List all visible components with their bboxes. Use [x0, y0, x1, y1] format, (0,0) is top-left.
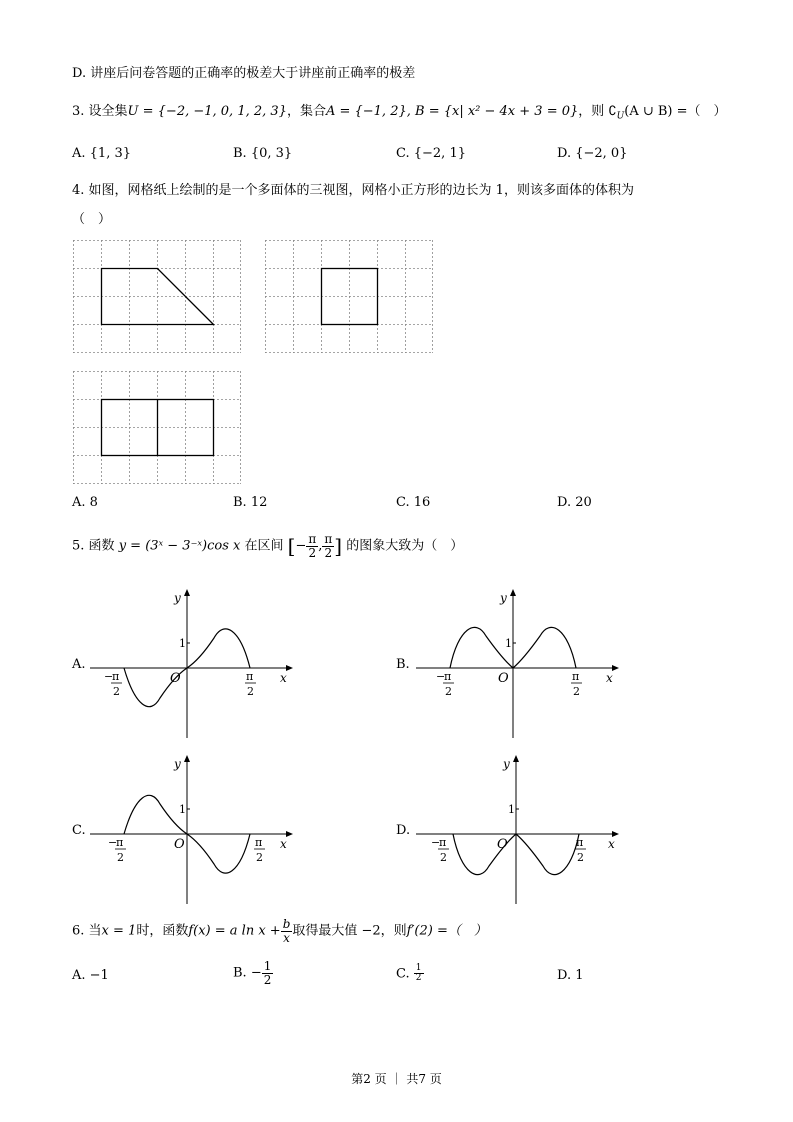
- graph-a-neg-two: 2: [113, 685, 120, 698]
- graph-d-y-label: y: [503, 757, 510, 771]
- graph-d-neg-pi: π: [439, 836, 447, 849]
- q3-universal-set: U = {−2, −1, 0, 1, 2, 3}: [127, 104, 287, 119]
- graph-b-pos-pi: π: [572, 670, 580, 683]
- q6-function: f(x) = a ln x +: [188, 923, 281, 939]
- q6-tail: 取得最大值 −2，则: [292, 923, 407, 939]
- q6-option-b-neg: −: [250, 965, 262, 981]
- q5-option-a: A.: [72, 657, 86, 672]
- q3-mid: ，集合: [286, 104, 326, 119]
- graph-b-origin: O: [498, 671, 509, 686]
- graph-d-origin: O: [497, 837, 508, 852]
- q6-option-c: [396, 964, 424, 984]
- q4-option-b: B. 12: [233, 495, 268, 510]
- q3-prefix: 3. 设全集: [72, 104, 128, 119]
- graph-d-one: 1: [508, 803, 515, 816]
- q5-interval-pi-right: π: [324, 532, 333, 546]
- q3-ask: ，则 ∁: [578, 104, 617, 119]
- graph-d-pos-two: 2: [577, 851, 584, 864]
- q6-frac-x: x: [283, 930, 290, 945]
- q5-option-c: C.: [72, 823, 86, 838]
- q5-stem: 5. 函数 y = (3ˣ − 3⁻ˣ)cos x 在区间 [− $\frac{\pi}{2}$ , $\frac{\pi}{2}$ ] 的图象大致为（ ）: [72, 532, 464, 560]
- q5-interval-pi-left: π: [308, 532, 317, 546]
- q6-option-c-den: 2: [415, 973, 422, 984]
- q4-paren: （ ）: [72, 212, 112, 227]
- graph-a-neg-pi: π: [112, 670, 120, 683]
- q6-mid: 时，函数: [136, 923, 189, 939]
- graph-c-pos-pi: π: [255, 836, 263, 849]
- graph-c-x-label: x: [280, 837, 287, 851]
- top-view-grid: [73, 371, 241, 484]
- graph-c-y-label: y: [174, 757, 181, 771]
- q3-sets-ab: A = {−1, 2}, B = {x| x² − 4x + 3 = 0}: [325, 104, 579, 119]
- graph-b-neg: −: [436, 670, 446, 683]
- q6-option-d: D. 1: [557, 968, 584, 983]
- graph-a-neg: −: [104, 670, 114, 683]
- graph-a-pos-two: 2: [247, 685, 254, 698]
- q6-stem: [72, 918, 487, 944]
- graph-d: [416, 754, 626, 906]
- q5-option-d: D.: [396, 823, 411, 838]
- q5-option-b: B.: [396, 657, 410, 672]
- q6-prefix: 6. 当: [72, 923, 102, 939]
- graph-a-y-label: y: [174, 591, 181, 605]
- graph-b-neg-pi: π: [444, 670, 452, 683]
- q4-option-c: C. 16: [396, 495, 431, 510]
- graph-c-pos-two: 2: [256, 851, 263, 864]
- q4-option-d: D. 20: [557, 495, 592, 510]
- q6-option-b-num: 1: [263, 959, 272, 973]
- graph-b-one: 1: [505, 637, 512, 650]
- front-view-grid: [73, 240, 241, 353]
- page-footer: 第2 页 ｜ 共7 页: [351, 1072, 442, 1086]
- graph-b-y-label: y: [500, 591, 507, 605]
- q4-stem: 4. 如图，网格纸上绘制的是一个多面体的三视图，网格小正方形的边长为 1，则该多面体的体积为: [72, 183, 634, 198]
- graph-c-one: 1: [179, 803, 186, 816]
- q6-option-a: A. −1: [72, 968, 109, 983]
- side-view-grid: [265, 240, 433, 353]
- q6-option-c-label: C.: [396, 966, 410, 982]
- q3-ask-sub: U: [616, 111, 625, 122]
- q5-mid: 在区间: [240, 538, 284, 554]
- graph-d-neg-two: 2: [440, 851, 447, 864]
- q3-option-a: A. {1, 3}: [72, 146, 132, 161]
- graph-d-pos-pi: π: [576, 836, 584, 849]
- q3-option-d: D. {−2, 0}: [557, 146, 628, 161]
- graph-a: [90, 588, 300, 740]
- graph-c: [90, 754, 300, 906]
- graph-c-origin: O: [174, 837, 185, 852]
- graph-c-neg: −: [108, 836, 118, 849]
- graph-d-neg: −: [431, 836, 441, 849]
- q5-function: y = (3ˣ − 3⁻ˣ)cos x: [118, 538, 241, 554]
- q2-option-d: D. 讲座后问卷答题的正确率的极差大于讲座前正确率的极差: [72, 66, 416, 81]
- q6-condition: x = 1: [101, 923, 137, 939]
- q6-option-c-num: 1: [415, 963, 422, 973]
- graph-a-x-label: x: [280, 671, 287, 685]
- graph-b-neg-two: 2: [445, 685, 452, 698]
- q4-option-a: A. 8: [72, 495, 98, 510]
- graph-a-one: 1: [179, 637, 186, 650]
- q6-option-b-label: B.: [233, 965, 247, 981]
- q3-option-c: C. {−2, 1}: [396, 146, 466, 161]
- q6-option-b: [233, 960, 273, 986]
- graph-c-neg-pi: π: [116, 836, 124, 849]
- q5-suffix: 的图象大致为（ ）: [342, 538, 464, 554]
- graph-b-pos-two: 2: [573, 685, 580, 698]
- graph-c-neg-two: 2: [117, 851, 124, 864]
- q3-option-b: B. {0, 3}: [233, 146, 293, 161]
- graph-a-pos-pi: π: [246, 670, 254, 683]
- q3-ask-tail: (A ∪ B) =（ ）: [624, 104, 727, 119]
- q6-ask: f′(2) =（ ）: [406, 923, 487, 939]
- graph-a-origin: O: [170, 671, 181, 686]
- q3-stem: [72, 104, 727, 122]
- q6-option-b-den: 2: [263, 972, 272, 987]
- graph-d-x-label: x: [608, 837, 615, 851]
- q5-prefix: 5. 函数: [72, 538, 115, 554]
- q5-interval-two-right: 2: [324, 545, 333, 560]
- graph-b-x-label: x: [606, 671, 613, 685]
- q6-frac-b: b: [282, 917, 291, 931]
- graph-b: [416, 588, 626, 740]
- q5-interval-two-left: 2: [308, 545, 317, 560]
